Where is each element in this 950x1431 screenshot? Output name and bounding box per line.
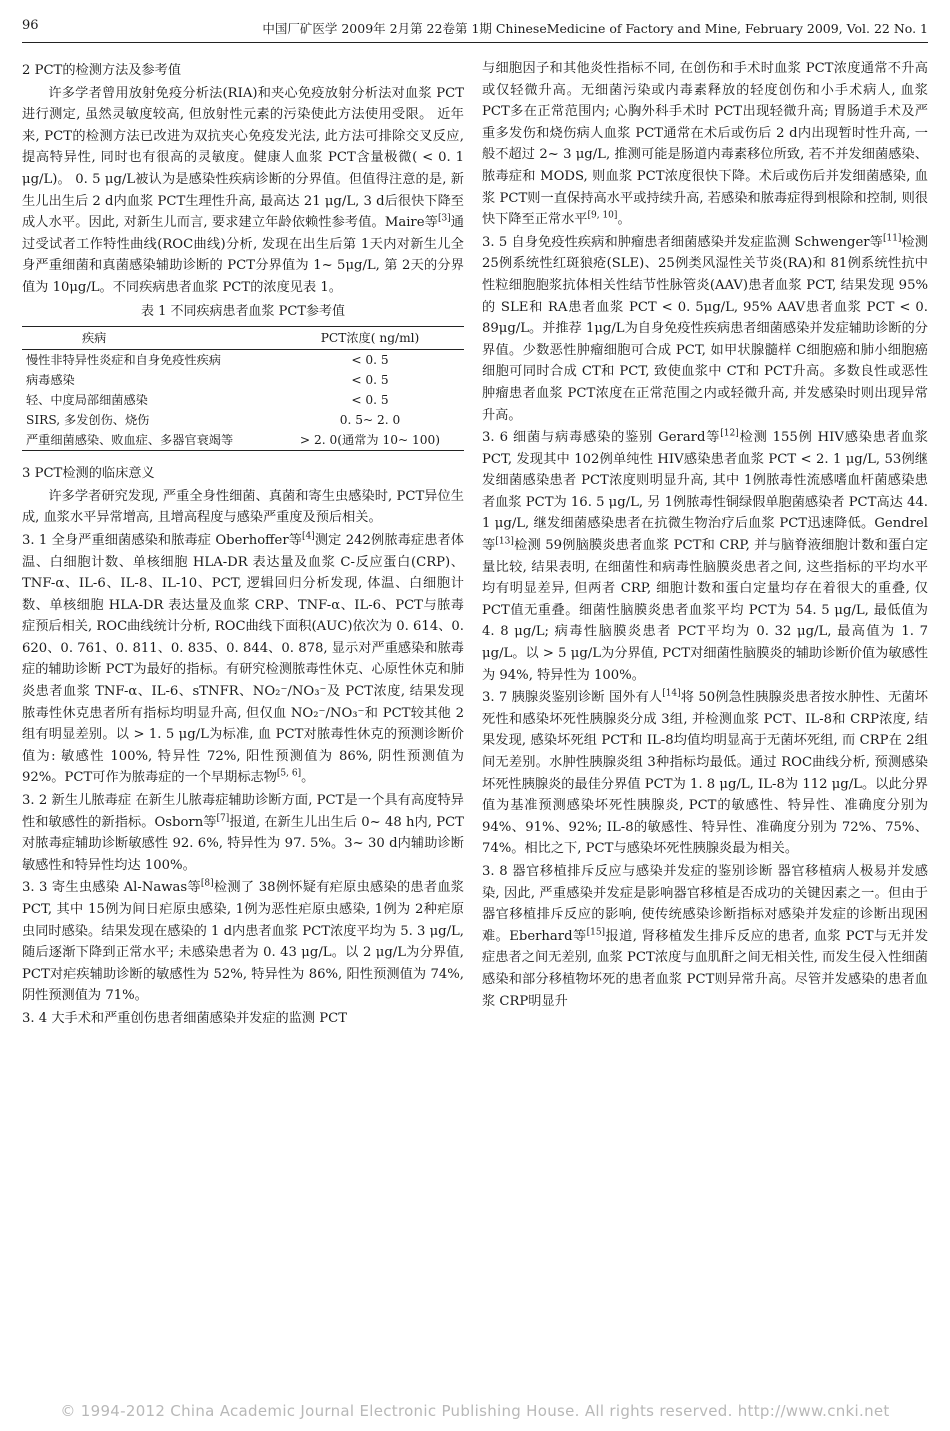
page-number: 96 [22, 18, 39, 33]
citation: [4] [302, 531, 315, 542]
table-row: 病毒感染 < 0. 5 [26, 373, 389, 388]
citation: [13] [495, 536, 514, 547]
subsection-3-5: 3. 5 自身免疫性疾病和肿瘤患者细菌感染并发症监测 Schwenger等[11]检测 25例系统性红斑狼疮(SLE)、25例类风湿性关节炎(RA)和 81例系统性抗中性粒细胞胞浆抗体相关性结节性脉管炎(AAV)患者血浆 PCT, 结果发现 95%的 SLE和 RA患者血浆 PCT < 0. 5μg/L, 95% AAV患者血浆 PCT < 0. 89μg/L。并推荐 1μg/L为自身免疫性疾病患者细菌感染并发症辅助诊断的分界值。少数恶性肿瘤细胞可合成 PCT, 如甲状腺髓样 C细胞癌和肺小细胞癌细胞可同时合成 CT和 PCT, 致使血浆中 CT和 PCT升高。多数良性或恶性肿瘤患者血浆 PCT浓度在正常范围之内或轻微升高, 并发感染时则出现异常升高。 [482, 233, 928, 423]
subsection-3-2: 3. 2 新生儿脓毒症 在新生儿脓毒症辅助诊断方面, PCT是一个具有高度特异性和敏感性的新指标。Osborn等[7]报道, 在新生儿出生后 0~ 48 h内, PCT对脓毒症辅助诊断敏感性 92. 6%, 特异性为 97. 5%。3~ 30 d内辅助诊断敏感性和特异性均达 100%。 [22, 793, 464, 873]
table-header-concentration: PCT浓度( ng/ml) [320, 331, 420, 346]
citation: [8] [200, 879, 214, 890]
table-header-disease: 疾病 [82, 331, 107, 346]
subsection-3-6: 3. 6 细菌与病毒感染的鉴别 Gerard等[12]检测 155例 HIV感染患者血浆 PCT, 发现其中 102例单纯性 HIV感染患者血浆 PCT < 2. 1 μg/L, 53例继发细菌感染患者 PCT浓度则明显升高, 其中 1例脓毒性流感嗜血杆菌感染患者血浆 PCT为 16. 5 μg/L, 另 1例脓毒性铜绿假单胞菌感染者 PCT高达 44. 1 μg/L, 继发细菌感染患者在抗微生物治疗后血浆 PCT迅速降低。Gendrel等[13]检测 59例脑膜炎患者血浆 PCT和 CRP, 并与脑脊液细胞计数和蛋白定量比较, 结果表明, 在细菌性和病毒性脑膜炎患者之间, 这些指标的平均水平均有明显差异, 但两者 CRP, 细胞计数和蛋白定量均存在着很大的重叠, 仅 PCT值无重叠。细菌性脑膜炎患者血浆平均 PCT为 54. 5 μg/L, 最低值为 4. 8 μg/L; 病毒性脑膜炎患者 PCT平均为 0. 32 μg/L, 最高值为 1. 7 μg/L。以 > 5 μg/L为分界值, PCT对细菌性脑膜炎的辅助诊断价值为敏感性为 94%, 特异性为 100%。 [482, 428, 929, 683]
citation: [12] [720, 428, 739, 439]
section-2-title: 2 PCT的检测方法及参考值 [22, 63, 182, 78]
left-column [22, 60, 464, 1031]
section-3-title: 3 PCT检测的临床意义 [22, 466, 155, 482]
copyright-footer: © 1994-2012 China Academic Journal Electronic Publishing House. All rights reserved. http://www.cnki.net [60, 1402, 890, 1420]
citation: [5, 6] [276, 769, 302, 780]
table-row: 慢性非特异性炎症和自身免疫性疾病 < 0. 5 [26, 353, 389, 368]
citation: [7] [216, 813, 230, 824]
table-title: 表 1 不同疾病患者血浆 PCT参考值 [140, 303, 346, 319]
subsection-3-1: 3. 1 全身严重细菌感染和脓毒症 Oberhoffer等[4]测定 242例脓毒症患者体温、白细胞计数、单核细胞 HLA-DR 表达量及血浆 C-反应蛋白(CRP)、TNF-α、IL-6、IL-8、IL-10、PCT, 逻辑回归分析发现, 体温、白细胞计数、单核细胞 HLA-DR 表达量及血浆 CRP、TNF-α、IL-6、PCT与脓毒症预后相关, ROC曲线统计分析, ROC曲线下面积(AUC)依次为 0. 614、0. 620、0. 761、0. 811、0. 835、0. 844、0. 878, 显示对严重感染和脓毒症的辅助诊断 PCT为最好的指标。有研究检测脓毒性休克、心原性休克和肺炎患者血浆 TNF-α、IL-6、sTNFR、NO₂⁻/NO₃⁻及 PCT浓度, 结果发现脓毒性休克患者所有指标均明显升高, 但仅血 NO₂⁻/NO₃⁻和 PCT较其他 2组有明显差别。以 > 1. 5 μg/L为标准, 血 PCT对脓毒性休克的预测诊断价值为: 敏感性 100%, 特异性 72%, 阳性预测值为 86%, 阴性预测值为 92%。PCT可作为脓毒症的一个早期标志物[5, 6]。 [22, 531, 464, 786]
subsection-3-4: 3. 4 大手术和严重创伤患者细菌感染并发症的监测 PCT [22, 1010, 348, 1026]
paragraph: 许多学者曾用放射免疫分析法(RIA)和夹心免疫放射分析法对血浆 PCT进行测定, 虽然灵敏度较高, 但放射性元素的污染使此方法使用受限。 近年来, PCT的检测方法已改进为双抗夹心免疫发光法, 此方法可排除交叉反应, 提高特异性, 同时也有很高的灵敏度。健康人血浆 PCT含量极微( < 0. 1 μg/L)。 0. 5 μg/L被认为是感染性疾病诊断的分界值。但值得注意的是, 新生儿出生后 2 d内血浆 PCT生理性升高, 最高达 21 μg/L, 3 d后很快下降至成人水平。因此, 对新生儿而言, 要求建立年龄依赖性参考值。Maire等[3]通过受试者工作特性曲线(ROC曲线)分析, 发现在出生后第 1天内对新生儿全身严重细菌和真菌感染辅助诊断的 PCT分界值为 1~ 5μg/L, 第 2天的分界值为 10μg/L。不同疾病患者血浆 PCT的浓度见表 1。 [22, 85, 464, 295]
subsection-3-3: 3. 3 寄生虫感染 Al-Nawas等[8]检测了 38例怀疑有疟原虫感染的患者血浆 PCT, 其中 15例为间日疟原虫感染, 1例为恶性疟原虫感染, 1例为 2种疟原虫同时感染。结果发现在感染的 1 d内患者血浆 PCT浓度平均为 5. 3 μg/L, 随后逐渐下降到正常水平; 未感染患者为 0. 43 μg/L。以 2 μg/L为分界值, PCT对疟疾辅助诊断的敏感性为 52%, 特异性为 86%, 阳性预测值为 74%, 阴性预测值为 71%。 [22, 879, 464, 1004]
table-row: 轻、中度局部细菌感染 < 0. 5 [26, 393, 389, 408]
table-row: 严重细菌感染、败血症、多器官衰竭等 > 2. 0(通常为 10~ 100) [22, 430, 464, 451]
paragraph: 许多学者研究发现, 严重全身性细菌、真菌和寄生虫感染时, PCT异位生成, 血浆水平异常增高, 且增高程度与感染严重度及预后相关。 [22, 488, 464, 526]
subsection-3-8: 3. 8 器官移植排斥反应与感染并发症的鉴别诊断 器官移植病人极易并发感染, 因此, 严重感染并发症是影响器官移植是否成功的关键因素之一。但由于器官移植排斥反应的影响, 使传统感染诊断指标对感染并发症的诊断出现困难。Eberhard等[15]报道, 肾移植发生排斥反应的患者, 血浆 PCT与无并发症患者之间无差别, 血浆 PCT浓度与血肌酐之间无相关性, 而发生侵入性细菌感染和部分移植物坏死的患者血浆 PCT则异常升高。尽管并发感染的患者血浆 CRP明显升 [482, 863, 929, 1009]
citation: [11] [882, 233, 902, 244]
citation: [9, 10] [587, 210, 618, 221]
page-header [22, 16, 928, 43]
subsection-3-7: 3. 7 胰腺炎鉴别诊断 国外有人[14]将 50例急性胰腺炎患者按水肿性、无菌坏死性和感染坏死性胰腺炎分成 3组, 并检测血浆 PCT、IL-8和 CRP浓度, 结果发现, 感染坏死组 PCT和 IL-8均值均明显高于无菌坏死组, 而 CRP在 2组间无差别。水肿性胰腺炎组 3种指标均最低。通过 ROC曲线分析, 预测感染坏死性胰腺炎的最佳分界值 PCT为 1. 8 μg/L, IL-8为 112 μg/L。以此分界值为基准预测感染坏死性胰腺炎, PCT的敏感性、特异性、准确度分别为 94%、91%、92%; IL-8的敏感性、特异性、准确度分别为 72%、75%、74%。相比之下, PCT与感染坏死性胰腺炎最为相关。 [482, 688, 928, 857]
reference-table [22, 326, 464, 451]
table-row: SIRS, 多发创伤、烧伤 0. 5~ 2. 0 [26, 413, 401, 428]
citation: [14] [662, 688, 681, 699]
citation: [3] [437, 213, 451, 224]
paragraph: 与细胞因子和其他炎性指标不同, 在创伤和手术时血浆 PCT浓度通常不升高或仅轻微升高。无细菌污染或内毒素释放的轻度创伤和小手术病人, 血浆 PCT多在正常范围内; 心胸外科手术时 PCT出现轻微升高; 胃肠道手术及严重多发伤和烧伤病人血浆 PCT通常在术后或伤后 2 d内出现暂时性升高, 一般不超过 2~ 3 μg/L, 推测可能是肠道内毒素移位所致, 若不并发细菌感染、脓毒症和 MODS, 则血浆 PCT浓度很快下降。术后或伤后并发细菌感染, 血浆 PCT则一直保持高水平或持续升高, 若感染和脓毒症得到根除和控制, 则很快下降至正常水平[9, 10]。 [482, 61, 928, 228]
journal-info: 中国厂矿医学 2009年 2月第 22卷第 1期 ChineseMedicine of Factory and Mine, February 2009, Vol. 22 No. 1 [262, 21, 928, 36]
right-column [482, 58, 928, 1013]
citation: [15] [586, 927, 606, 938]
